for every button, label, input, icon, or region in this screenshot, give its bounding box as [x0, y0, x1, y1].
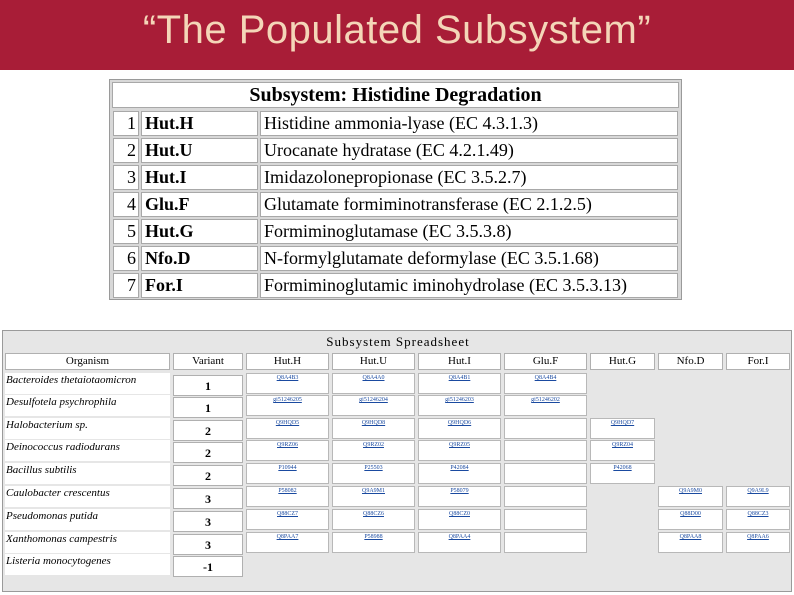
role-name: Formiminoglutamase (EC 3.5.3.8): [260, 219, 678, 244]
role-abbreviation: Glu.F: [141, 192, 258, 217]
empty-cell: [504, 463, 587, 484]
gene-link[interactable]: Q9HQD8: [332, 418, 415, 439]
gene-link[interactable]: P25503: [332, 463, 415, 484]
header-organism: Organism: [5, 353, 170, 370]
header-glu-f: Glu.F: [504, 353, 587, 370]
gene-link[interactable]: gi51246205: [246, 395, 329, 416]
role-row: [112, 164, 679, 191]
role-row: [112, 110, 679, 137]
variant-code: 3: [173, 488, 243, 509]
gene-link[interactable]: Q88CZ7: [246, 509, 329, 530]
role-row: [112, 137, 679, 164]
organism-name: Pseudomonas putida: [5, 509, 170, 530]
role-name: Formiminoglutamic iminohydrolase (EC 3.5.3.13): [260, 273, 678, 298]
variant-code: 3: [173, 511, 243, 532]
gene-link[interactable]: Q8A4B1: [418, 373, 501, 394]
role-number: 1: [113, 111, 139, 136]
gene-link[interactable]: Q88CZ3: [726, 509, 790, 530]
header-hut-i: Hut.I: [418, 353, 501, 370]
subsystem-table: [109, 79, 682, 300]
organism-name: Deinococcus radiodurans: [5, 440, 170, 461]
variant-code: 2: [173, 420, 243, 441]
gene-link[interactable]: P58079: [418, 486, 501, 507]
header-hut-u: Hut.U: [332, 353, 415, 370]
gene-link[interactable]: Q9HQD5: [246, 418, 329, 439]
gene-link[interactable]: gi51246204: [332, 395, 415, 416]
variant-code: -1: [173, 556, 243, 577]
organism-name: Listeria monocytogenes: [5, 554, 170, 575]
gene-link[interactable]: Q9RZ02: [332, 440, 415, 461]
title-banner: [0, 0, 794, 70]
organism-name: Xanthomonas campestris: [5, 532, 170, 553]
organism-name: Bacteroides thetaiotaomicron: [5, 373, 170, 394]
gene-link[interactable]: Q8A4A0: [332, 373, 415, 394]
header-hut-g: Hut.G: [590, 353, 655, 370]
gene-link[interactable]: Q8PAA4: [418, 532, 501, 553]
empty-cell: [504, 532, 587, 553]
empty-cell: [504, 486, 587, 507]
role-number: 6: [113, 246, 139, 271]
role-row: [112, 191, 679, 218]
role-abbreviation: Hut.G: [141, 219, 258, 244]
role-abbreviation: For.I: [141, 273, 258, 298]
gene-link[interactable]: P58082: [246, 486, 329, 507]
role-name: Urocanate hydratase (EC 4.2.1.49): [260, 138, 678, 163]
gene-link[interactable]: Q88D00: [658, 509, 723, 530]
organism-name: Halobacterium sp.: [5, 418, 170, 439]
organism-name: Caulobacter crescentus: [5, 486, 170, 507]
gene-link[interactable]: P42068: [590, 463, 655, 484]
variant-code: 1: [173, 397, 243, 418]
gene-link[interactable]: gi51246202: [504, 395, 587, 416]
variant-code: 2: [173, 442, 243, 463]
gene-link[interactable]: Q8A4B3: [246, 373, 329, 394]
role-name: N-formylglutamate deformylase (EC 3.5.1.68): [260, 246, 678, 271]
gene-link[interactable]: Q8PAA6: [726, 532, 790, 553]
slide-title: “The Populated Subsystem”: [142, 8, 652, 52]
gene-link[interactable]: Q9HQD6: [418, 418, 501, 439]
organism-name: Bacillus subtilis: [5, 463, 170, 484]
empty-cell: [504, 509, 587, 530]
gene-link[interactable]: P10944: [246, 463, 329, 484]
gene-link[interactable]: Q9A9M0: [658, 486, 723, 507]
empty-cell: [504, 440, 587, 461]
subsystem-title: Subsystem: Histidine Degradation: [112, 82, 679, 108]
role-name: Histidine ammonia-lyase (EC 4.3.1.3): [260, 111, 678, 136]
role-number: 5: [113, 219, 139, 244]
organism-name: Desulfotela psychrophila: [5, 395, 170, 416]
role-number: 4: [113, 192, 139, 217]
role-row: [112, 245, 679, 272]
gene-link[interactable]: Q9A9M1: [332, 486, 415, 507]
gene-link[interactable]: Q9RZ06: [246, 440, 329, 461]
variant-code: 1: [173, 375, 243, 396]
spreadsheet-title: Subsystem Spreadsheet: [326, 334, 470, 349]
gene-link[interactable]: Q8PAA7: [246, 532, 329, 553]
gene-link[interactable]: Q9HQD7: [590, 418, 655, 439]
variant-code: 3: [173, 534, 243, 555]
header-nfo-d: Nfo.D: [658, 353, 723, 370]
role-name: Glutamate formiminotransferase (EC 2.1.2.5): [260, 192, 678, 217]
gene-link[interactable]: Q8A4B4: [504, 373, 587, 394]
header-for-i: For.I: [726, 353, 790, 370]
role-row: [112, 272, 679, 299]
gene-link[interactable]: Q9RZ04: [590, 440, 655, 461]
gene-link[interactable]: P42084: [418, 463, 501, 484]
role-number: 2: [113, 138, 139, 163]
subsystem-spreadsheet: [2, 330, 792, 592]
header-hut-h: Hut.H: [246, 353, 329, 370]
role-number: 3: [113, 165, 139, 190]
role-abbreviation: Hut.H: [141, 111, 258, 136]
role-number: 7: [113, 273, 139, 298]
role-name: Imidazolonepropionase (EC 3.5.2.7): [260, 165, 678, 190]
gene-link[interactable]: Q9RZ05: [418, 440, 501, 461]
role-abbreviation: Nfo.D: [141, 246, 258, 271]
header-variant: Variant: [173, 353, 243, 370]
role-row: [112, 218, 679, 245]
role-abbreviation: Hut.I: [141, 165, 258, 190]
role-abbreviation: Hut.U: [141, 138, 258, 163]
variant-code: 2: [173, 465, 243, 486]
gene-link[interactable]: P58988: [332, 532, 415, 553]
gene-link[interactable]: Q88CZ6: [332, 509, 415, 530]
empty-cell: [504, 418, 587, 439]
gene-link[interactable]: Q9A9L9: [726, 486, 790, 507]
gene-link[interactable]: Q8PAA8: [658, 532, 723, 553]
gene-link[interactable]: Q88CZ0: [418, 509, 501, 530]
gene-link[interactable]: gi51246203: [418, 395, 501, 416]
